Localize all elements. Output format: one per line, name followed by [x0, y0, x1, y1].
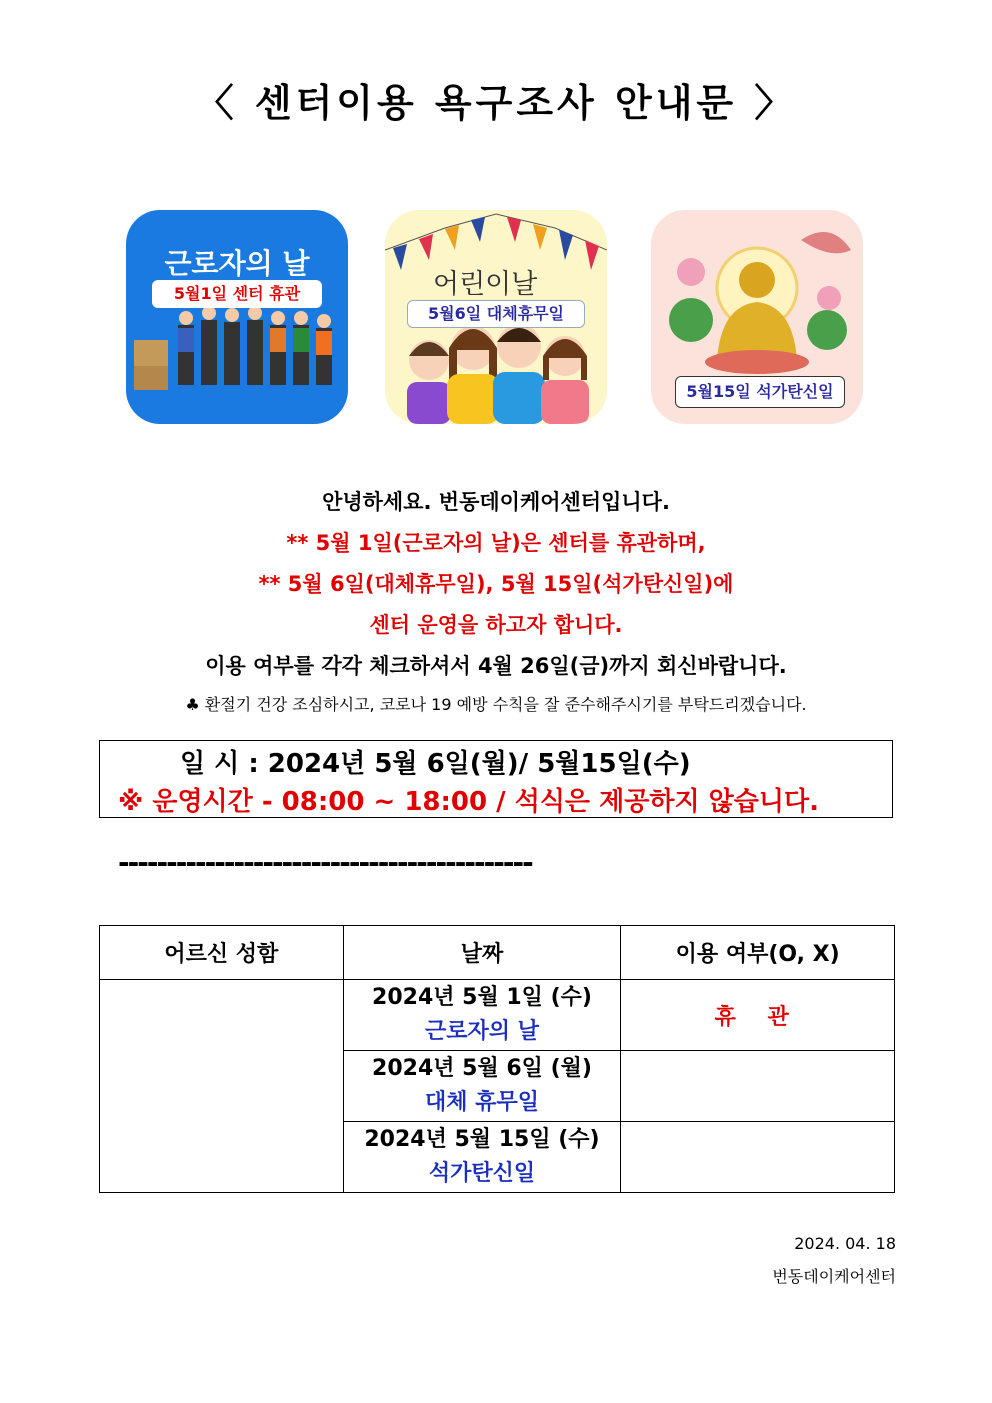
holiday-text: 근로자의 날 — [425, 1019, 539, 1044]
childrens-day-heading: 어린이날 — [433, 269, 538, 300]
date-text: 2024년 5월 1일 (수) — [372, 985, 592, 1010]
health-note-line: ♣ 환절기 건강 조심하시고, 코로나 19 예방 수칙을 잘 준수해주시기를 부탁드리겠습니다. — [185, 695, 807, 714]
header-name: 어르신 성함 — [100, 926, 344, 980]
header-attendance: 이용 여부(O, X) — [621, 926, 895, 980]
closed-status: 휴 관 — [714, 1004, 801, 1030]
table-header-row — [100, 926, 895, 980]
schedule-box — [99, 740, 893, 818]
date-cell — [343, 1122, 621, 1193]
reply-request-line: 이용 여부를 각각 체크하셔서 4월 26일(금)까지 회신바랍니다. — [205, 654, 787, 678]
attendance-cell[interactable] — [621, 1122, 895, 1193]
date-cell — [343, 1051, 621, 1122]
date-text: 2024년 5월 6일 (월) — [372, 1056, 592, 1081]
labor-day-heading: 근로자의 날 — [164, 247, 310, 280]
schedule-hours-line: ※ 운영시간 - 08:00 ~ 18:00 / 석식은 제공하지 않습니다. — [118, 787, 819, 817]
table-row — [100, 980, 895, 1051]
labor-day-tile — [126, 210, 348, 424]
date-cell — [343, 980, 621, 1051]
schedule-date-line: 일 시 : 2024년 5월 6일(월)/ 5월15일(수) — [180, 749, 691, 779]
attendance-cell — [621, 980, 895, 1051]
notice-section — [0, 482, 992, 723]
buddhas-birthday-label: 5월15일 석가탄신일 — [675, 376, 845, 408]
header-date: 날짜 — [343, 926, 621, 980]
date-text: 2024년 5월 15일 (수) — [364, 1127, 600, 1152]
holiday-text: 대체 휴무일 — [425, 1090, 539, 1115]
labor-day-label: 5월1일 센터 휴관 — [152, 280, 322, 308]
notice-red-line-1: ** 5월 1일(근로자의 날)은 센터를 휴관하며, — [286, 531, 706, 555]
childrens-day-label: 5월6일 대체휴무일 — [407, 300, 585, 328]
attendance-cell[interactable] — [621, 1051, 895, 1122]
notice-red-line-3: 센터 운영을 하고자 합니다. — [369, 613, 623, 637]
senior-name-cell[interactable] — [100, 980, 344, 1193]
footer-center-name: 번동데이케어센터 — [772, 1267, 896, 1286]
notice-red-line-2: ** 5월 6일(대체휴무일), 5월 15일(석가탄신일)에 — [258, 572, 734, 596]
page-title: 〈 센터이용 욕구조사 안내문 〉 — [195, 81, 797, 125]
footer-date: 2024. 04. 18 — [794, 1234, 896, 1253]
cut-line-divider: ------------------------------------------- — [118, 846, 532, 879]
greeting-line: 안녕하세요. 번동데이케어센터입니다. — [322, 490, 670, 514]
response-table — [99, 925, 895, 1193]
buddhas-birthday-tile — [651, 210, 863, 424]
childrens-day-tile — [385, 210, 607, 424]
holiday-text: 석가탄신일 — [428, 1161, 536, 1186]
